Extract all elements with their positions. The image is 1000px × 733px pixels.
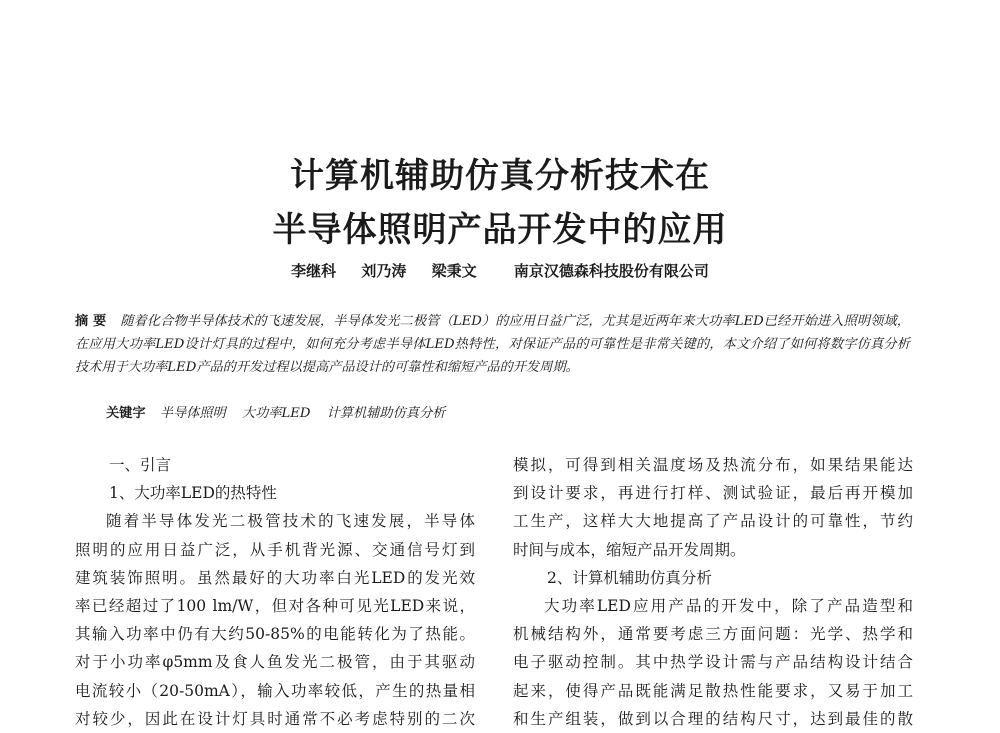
body-line: 大功率LED应用产品的开发中，除了产品造型和 xyxy=(544,597,913,616)
body-line: 时间与成本，缩短产品开发周期。 xyxy=(513,540,746,559)
left-column xyxy=(75,451,475,733)
subsection-heading-thermal: 1、大功率LED的热特性 xyxy=(109,484,277,503)
body-line: 率已经超过了100 lm/W，但对各种可见光LED来说， xyxy=(75,597,475,616)
subsection-heading-simulation: 2、计算机辅助仿真分析 xyxy=(547,568,712,587)
body-line: 对较少，因此在设计灯具时通常不必考虑特别的二次 xyxy=(75,709,475,728)
body-line: 起来，使得产品既能满足散热性能要求，又易于加工 xyxy=(513,681,913,700)
body-line: 照明的应用日益广泛，从手机背光源、交通信号灯到 xyxy=(75,540,475,559)
body-line: 电子驱动控制。其中热学设计需与产品结构设计结合 xyxy=(513,653,913,672)
body-line: 随着半导体发光二极管技术的飞速发展，半导体 xyxy=(106,512,475,531)
title-line-1: 计算机辅助仿真分析技术在 xyxy=(290,156,710,196)
keyword-3: 计算机辅助仿真分析 xyxy=(326,406,446,421)
author-2: 刘乃涛 xyxy=(361,262,407,280)
author-1: 李继科 xyxy=(291,262,337,280)
body-line: 模拟，可得到相关温度场及热流分布，如果结果能达 xyxy=(513,456,913,474)
keyword-2: 大功率LED xyxy=(241,406,311,421)
right-column xyxy=(513,451,913,733)
keywords xyxy=(106,403,906,425)
body-line: 电流较小（20-50mA），输入功率较低，产生的热量相 xyxy=(75,681,475,700)
body-line: 其输入功率中仍有大约50-85%的电能转化为了热能。 xyxy=(75,625,475,644)
section-heading-introduction: 一、引言 xyxy=(109,456,172,474)
abstract xyxy=(75,310,910,379)
body-line: 工生产，这样大大地提高了产品设计的可靠性，节约 xyxy=(513,512,913,531)
body-line: 机械结构外，通常要考虑三方面问题：光学、热学和 xyxy=(513,625,913,644)
abstract-label: 摘 要 xyxy=(75,314,107,329)
body-line: 对于小功率φ5mm及食人鱼发光二极管，由于其驱动 xyxy=(75,653,475,672)
author-line xyxy=(0,260,1000,281)
keywords-label: 关键字 xyxy=(106,406,146,421)
body-line: 建筑装饰照明。虽然最好的大功率白光LED的发光效 xyxy=(75,568,475,587)
affiliation: 南京汉德森科技股份有限公司 xyxy=(513,262,709,280)
body-line: 和生产组装，做到以合理的结构尺寸，达到最佳的散 xyxy=(513,709,913,728)
body-line: 到设计要求，再进行打样、测试验证，最后再开模加 xyxy=(513,484,913,503)
abstract-text: 随着化合物半导体技术的飞速发展，半导体发光二极管（LED）的应用日益广泛，尤其是近两年来大功率LED已经开始进入照明领域，在应用大功率LED设计灯具的过程中，如何充分考虑半导体LED热特性，对保证产品的可靠性是非常关键的，本文介绍了如何将数字仿真分析技术用于大功率LED产品的开发过程以提高产品设计的可靠性和缩短产品的开发周期。 xyxy=(75,314,910,375)
author-3: 梁秉文 xyxy=(431,262,477,280)
title-line-2: 半导体照明产品开发中的应用 xyxy=(272,210,728,250)
keyword-1: 半导体照明 xyxy=(159,406,226,421)
